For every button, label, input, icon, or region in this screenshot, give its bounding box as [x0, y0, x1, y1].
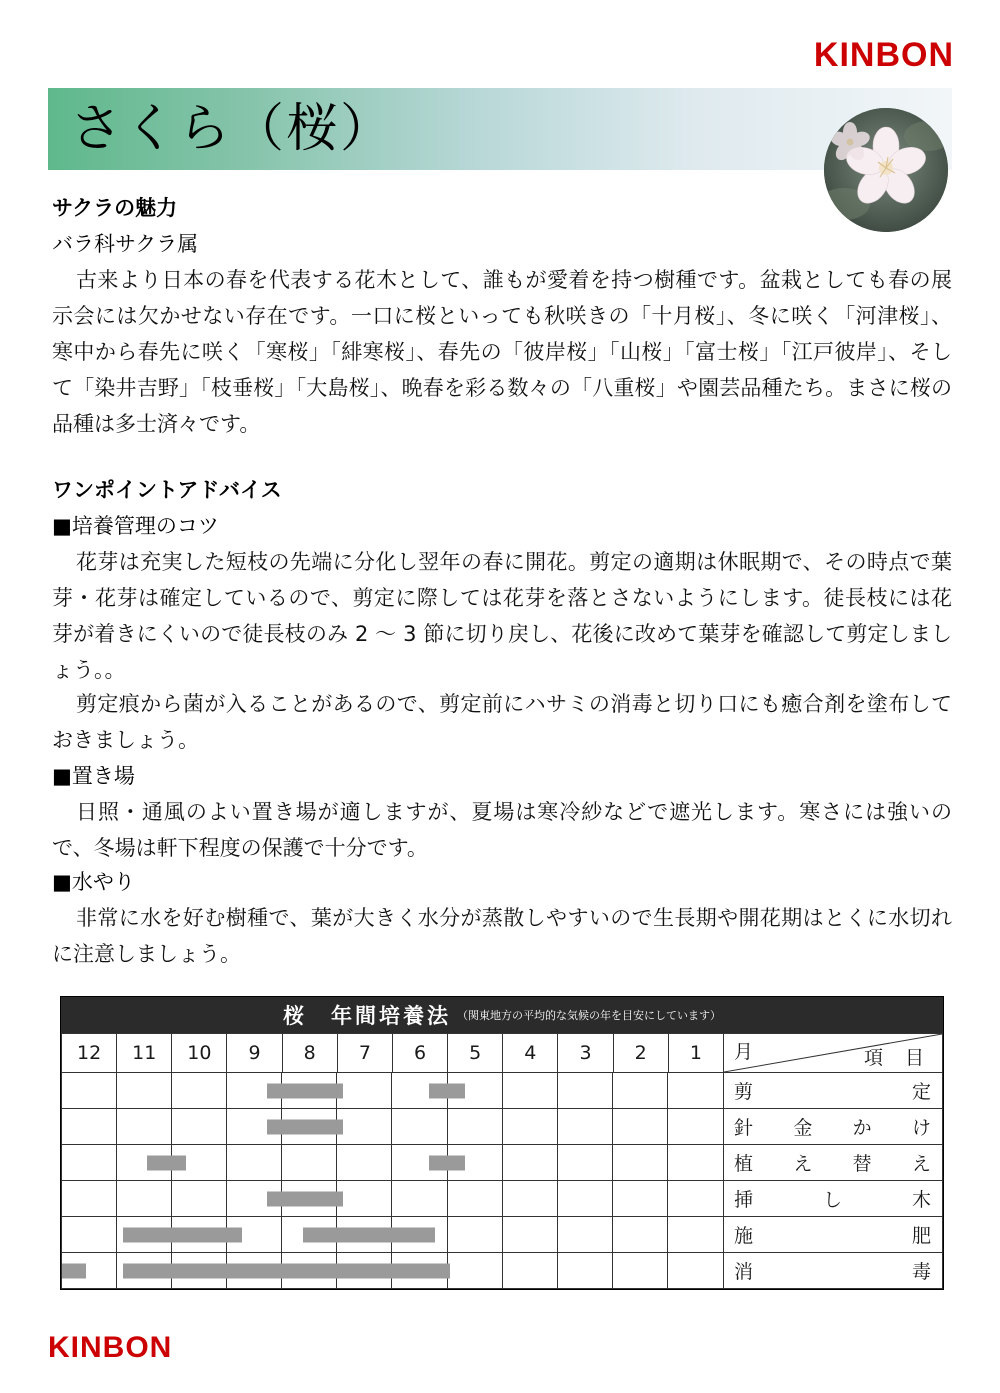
calendar-row-label-char: け — [911, 1117, 932, 1139]
calendar-bar-track — [62, 1073, 724, 1109]
calendar-month-cell — [337, 1217, 392, 1252]
calendar-row-label-char: 施 — [734, 1225, 755, 1247]
calendar-row-label — [724, 1217, 943, 1253]
calendar-month-cell — [62, 1253, 117, 1288]
calendar-month-cell — [337, 1109, 392, 1144]
calendar-month-cell — [227, 1109, 282, 1144]
calendar-month-cell — [668, 1109, 723, 1144]
calendar-month-cell — [172, 1145, 227, 1180]
annual-care-calendar — [60, 996, 944, 1290]
calendar-row-label — [724, 1181, 943, 1217]
calendar-month-cell — [117, 1217, 172, 1252]
calendar-month-cell — [613, 1073, 668, 1108]
calendar-month-cell — [117, 1109, 172, 1144]
calendar-month-cell — [337, 1073, 392, 1108]
calendar-row-label-char: し — [822, 1189, 843, 1211]
calendar-month-cell — [62, 1181, 117, 1216]
calendar-month-cell — [227, 1073, 282, 1108]
calendar-row — [62, 1253, 943, 1289]
calendar-title: 桜 年間培養法 — [283, 1003, 451, 1028]
calendar-month-cell — [448, 1145, 503, 1180]
calendar-row-label-char: え — [911, 1153, 932, 1175]
care-subheading: ■培養管理のコツ — [52, 514, 219, 538]
calendar-month-cell — [503, 1253, 558, 1288]
calendar-title-bar — [61, 997, 943, 1033]
calendar-month-cell — [117, 1181, 172, 1216]
calendar-month-cell — [337, 1253, 392, 1288]
calendar-row-label-char: 木 — [911, 1189, 932, 1211]
month-header-cell: 4 — [503, 1034, 558, 1073]
calendar-row — [62, 1217, 943, 1253]
calendar-table — [61, 1033, 943, 1289]
calendar-bar-track — [62, 1109, 724, 1145]
calendar-month-cell — [448, 1181, 503, 1216]
month-header-cell: 9 — [227, 1034, 282, 1073]
calendar-month-cell — [172, 1217, 227, 1252]
month-header-cell: 2 — [613, 1034, 668, 1073]
calendar-row-label-char: 針 — [734, 1117, 755, 1139]
calendar-month-cell — [117, 1253, 172, 1288]
calendar-row-label-char: 挿 — [734, 1189, 755, 1211]
calendar-month-cell — [558, 1109, 613, 1144]
calendar-month-cell — [392, 1073, 447, 1108]
page-title: さくら（桜） — [70, 99, 395, 159]
month-header-cell: 5 — [448, 1034, 503, 1073]
calendar-month-cell — [227, 1145, 282, 1180]
calendar-month-cell — [392, 1253, 447, 1288]
corner-month-label: 月 — [734, 1041, 754, 1063]
calendar-row-label-char: 定 — [911, 1081, 932, 1103]
watering-body-text: 非常に水を好む樹種で、葉が大きく水分が蒸散しやすいので生長期や開花期はとくに水切れに注意しましょう。 — [52, 906, 952, 966]
calendar-month-cell — [172, 1253, 227, 1288]
calendar-month-cell — [337, 1145, 392, 1180]
calendar-row — [62, 1073, 943, 1109]
calendar-subtitle: （関東地方の平均的な気候の年を目安にしています） — [457, 1009, 721, 1022]
calendar-month-cell — [668, 1181, 723, 1216]
calendar-month-cell — [62, 1217, 117, 1252]
family-line: バラ科サクラ属 — [52, 232, 199, 256]
calendar-row-label-char: え — [793, 1153, 814, 1175]
month-header-cell: 12 — [62, 1034, 117, 1073]
calendar-row-label-char: 毒 — [911, 1261, 932, 1283]
calendar-month-cell — [668, 1217, 723, 1252]
calendar-month-cell — [558, 1073, 613, 1108]
calendar-month-cell — [448, 1109, 503, 1144]
calendar-header-row — [62, 1034, 943, 1073]
calendar-month-cell — [282, 1109, 337, 1144]
calendar-bar-track — [62, 1217, 724, 1253]
watering-subheading: ■水やり — [52, 870, 135, 894]
calendar-month-cell — [668, 1073, 723, 1108]
calendar-month-cell — [227, 1217, 282, 1252]
calendar-month-cell — [668, 1145, 723, 1180]
calendar-bar-track — [62, 1145, 724, 1181]
calendar-corner-cell — [724, 1034, 943, 1073]
calendar-month-cell — [227, 1253, 282, 1288]
care-body-text-1: 花芽は充実した短枝の先端に分化し翌年の春に開花。剪定の適期は休眠期で、その時点で葉芽・花芽は確定しているので、剪定に際しては花芽を落とさないようにします。徒長枝には花芽が着きにくいので徒長枝のみ 2 〜 3 節に切り戻し、花後に改めて葉芽を確認して剪定しましょう。。 — [52, 550, 952, 682]
calendar-row-label — [724, 1253, 943, 1289]
calendar-row-label — [724, 1109, 943, 1145]
calendar-month-cell — [172, 1073, 227, 1108]
calendar-row-label-char: 金 — [793, 1117, 814, 1139]
calendar-month-cell — [558, 1217, 613, 1252]
calendar-row — [62, 1109, 943, 1145]
calendar-month-cell — [448, 1253, 503, 1288]
calendar-month-cell — [613, 1253, 668, 1288]
charm-heading: サクラの魅力 — [52, 196, 178, 220]
calendar-bar-track — [62, 1181, 724, 1217]
brand-logo-top: KINBON — [813, 36, 954, 74]
calendar-row — [62, 1145, 943, 1181]
month-header-cell: 10 — [172, 1034, 227, 1073]
calendar-month-cell — [392, 1109, 447, 1144]
calendar-month-cell — [117, 1073, 172, 1108]
calendar-month-cell — [62, 1109, 117, 1144]
calendar-month-cell — [62, 1073, 117, 1108]
month-header-cell: 6 — [392, 1034, 447, 1073]
calendar-row — [62, 1181, 943, 1217]
calendar-row-label-char: か — [852, 1117, 873, 1139]
month-header-cell: 8 — [282, 1034, 337, 1073]
calendar-row-label-char: 剪 — [734, 1081, 755, 1103]
month-header-cell: 7 — [337, 1034, 392, 1073]
month-header-cell: 3 — [558, 1034, 613, 1073]
calendar-month-cell — [448, 1073, 503, 1108]
calendar-row-label-char: 植 — [734, 1153, 755, 1175]
advice-heading: ワンポイントアドバイス — [52, 478, 282, 502]
brand-logo-bottom: KINBON — [48, 1331, 173, 1364]
calendar-month-cell — [227, 1181, 282, 1216]
calendar-month-cell — [392, 1145, 447, 1180]
calendar-bar-track — [62, 1253, 724, 1289]
calendar-month-cell — [282, 1181, 337, 1216]
calendar-month-cell — [282, 1073, 337, 1108]
care-body-text-2: 剪定痕から菌が入ることがあるので、剪定前にハサミの消毒と切り口にも癒合剤を塗布しておきましょう。 — [52, 692, 952, 752]
calendar-month-cell — [503, 1181, 558, 1216]
calendar-month-cell — [503, 1109, 558, 1144]
calendar-row-label — [724, 1073, 943, 1109]
calendar-month-cell — [503, 1217, 558, 1252]
calendar-month-cell — [448, 1217, 503, 1252]
calendar-month-cell — [613, 1145, 668, 1180]
calendar-row-label — [724, 1145, 943, 1181]
month-header-cell: 1 — [668, 1034, 723, 1073]
month-header-cell: 11 — [117, 1034, 172, 1073]
calendar-row-label-char: 肥 — [911, 1225, 932, 1247]
calendar-row-label-char: 消 — [734, 1261, 755, 1283]
calendar-month-cell — [337, 1181, 392, 1216]
calendar-month-cell — [282, 1217, 337, 1252]
calendar-month-cell — [172, 1181, 227, 1216]
placement-body-text: 日照・通風のよい置き場が適しますが、夏場は寒冷紗などで遮光します。寒さには強いので、冬場は軒下程度の保護で十分です。 — [52, 800, 952, 860]
calendar-month-cell — [282, 1145, 337, 1180]
corner-item-label: 項 目 — [863, 1047, 932, 1069]
calendar-month-cell — [282, 1253, 337, 1288]
calendar-month-cell — [503, 1073, 558, 1108]
charm-body-text: 古来より日本の春を代表する花木として、誰もが愛着を持つ樹種です。盆栽としても春の展示会には欠かせない存在です。一口に桜といっても秋咲きの「十月桜」、冬に咲く「河津桜」、寒中から春先に咲く「寒桜」「緋寒桜」、春先の「彼岸桜」「山桜」「富士桜」「江戸彼岸」、そして「染井吉野」「枝垂桜」「大島桜」、晩春を彩る数々の「八重桜」や園芸品種たち。まさに桜の品種は多士済々です。 — [52, 268, 952, 436]
cherry-blossom-photo — [824, 108, 948, 232]
calendar-month-cell — [392, 1217, 447, 1252]
calendar-month-cell — [558, 1181, 613, 1216]
calendar-month-cell — [117, 1145, 172, 1180]
calendar-month-cell — [172, 1109, 227, 1144]
calendar-month-cell — [613, 1181, 668, 1216]
calendar-month-cell — [558, 1253, 613, 1288]
calendar-month-cell — [62, 1145, 117, 1180]
calendar-month-cell — [503, 1145, 558, 1180]
calendar-row-label-char: 替 — [852, 1153, 873, 1175]
calendar-month-cell — [613, 1109, 668, 1144]
calendar-month-cell — [392, 1181, 447, 1216]
calendar-month-cell — [558, 1145, 613, 1180]
calendar-month-cell — [668, 1253, 723, 1288]
calendar-month-cell — [613, 1217, 668, 1252]
placement-subheading: ■置き場 — [52, 764, 135, 788]
